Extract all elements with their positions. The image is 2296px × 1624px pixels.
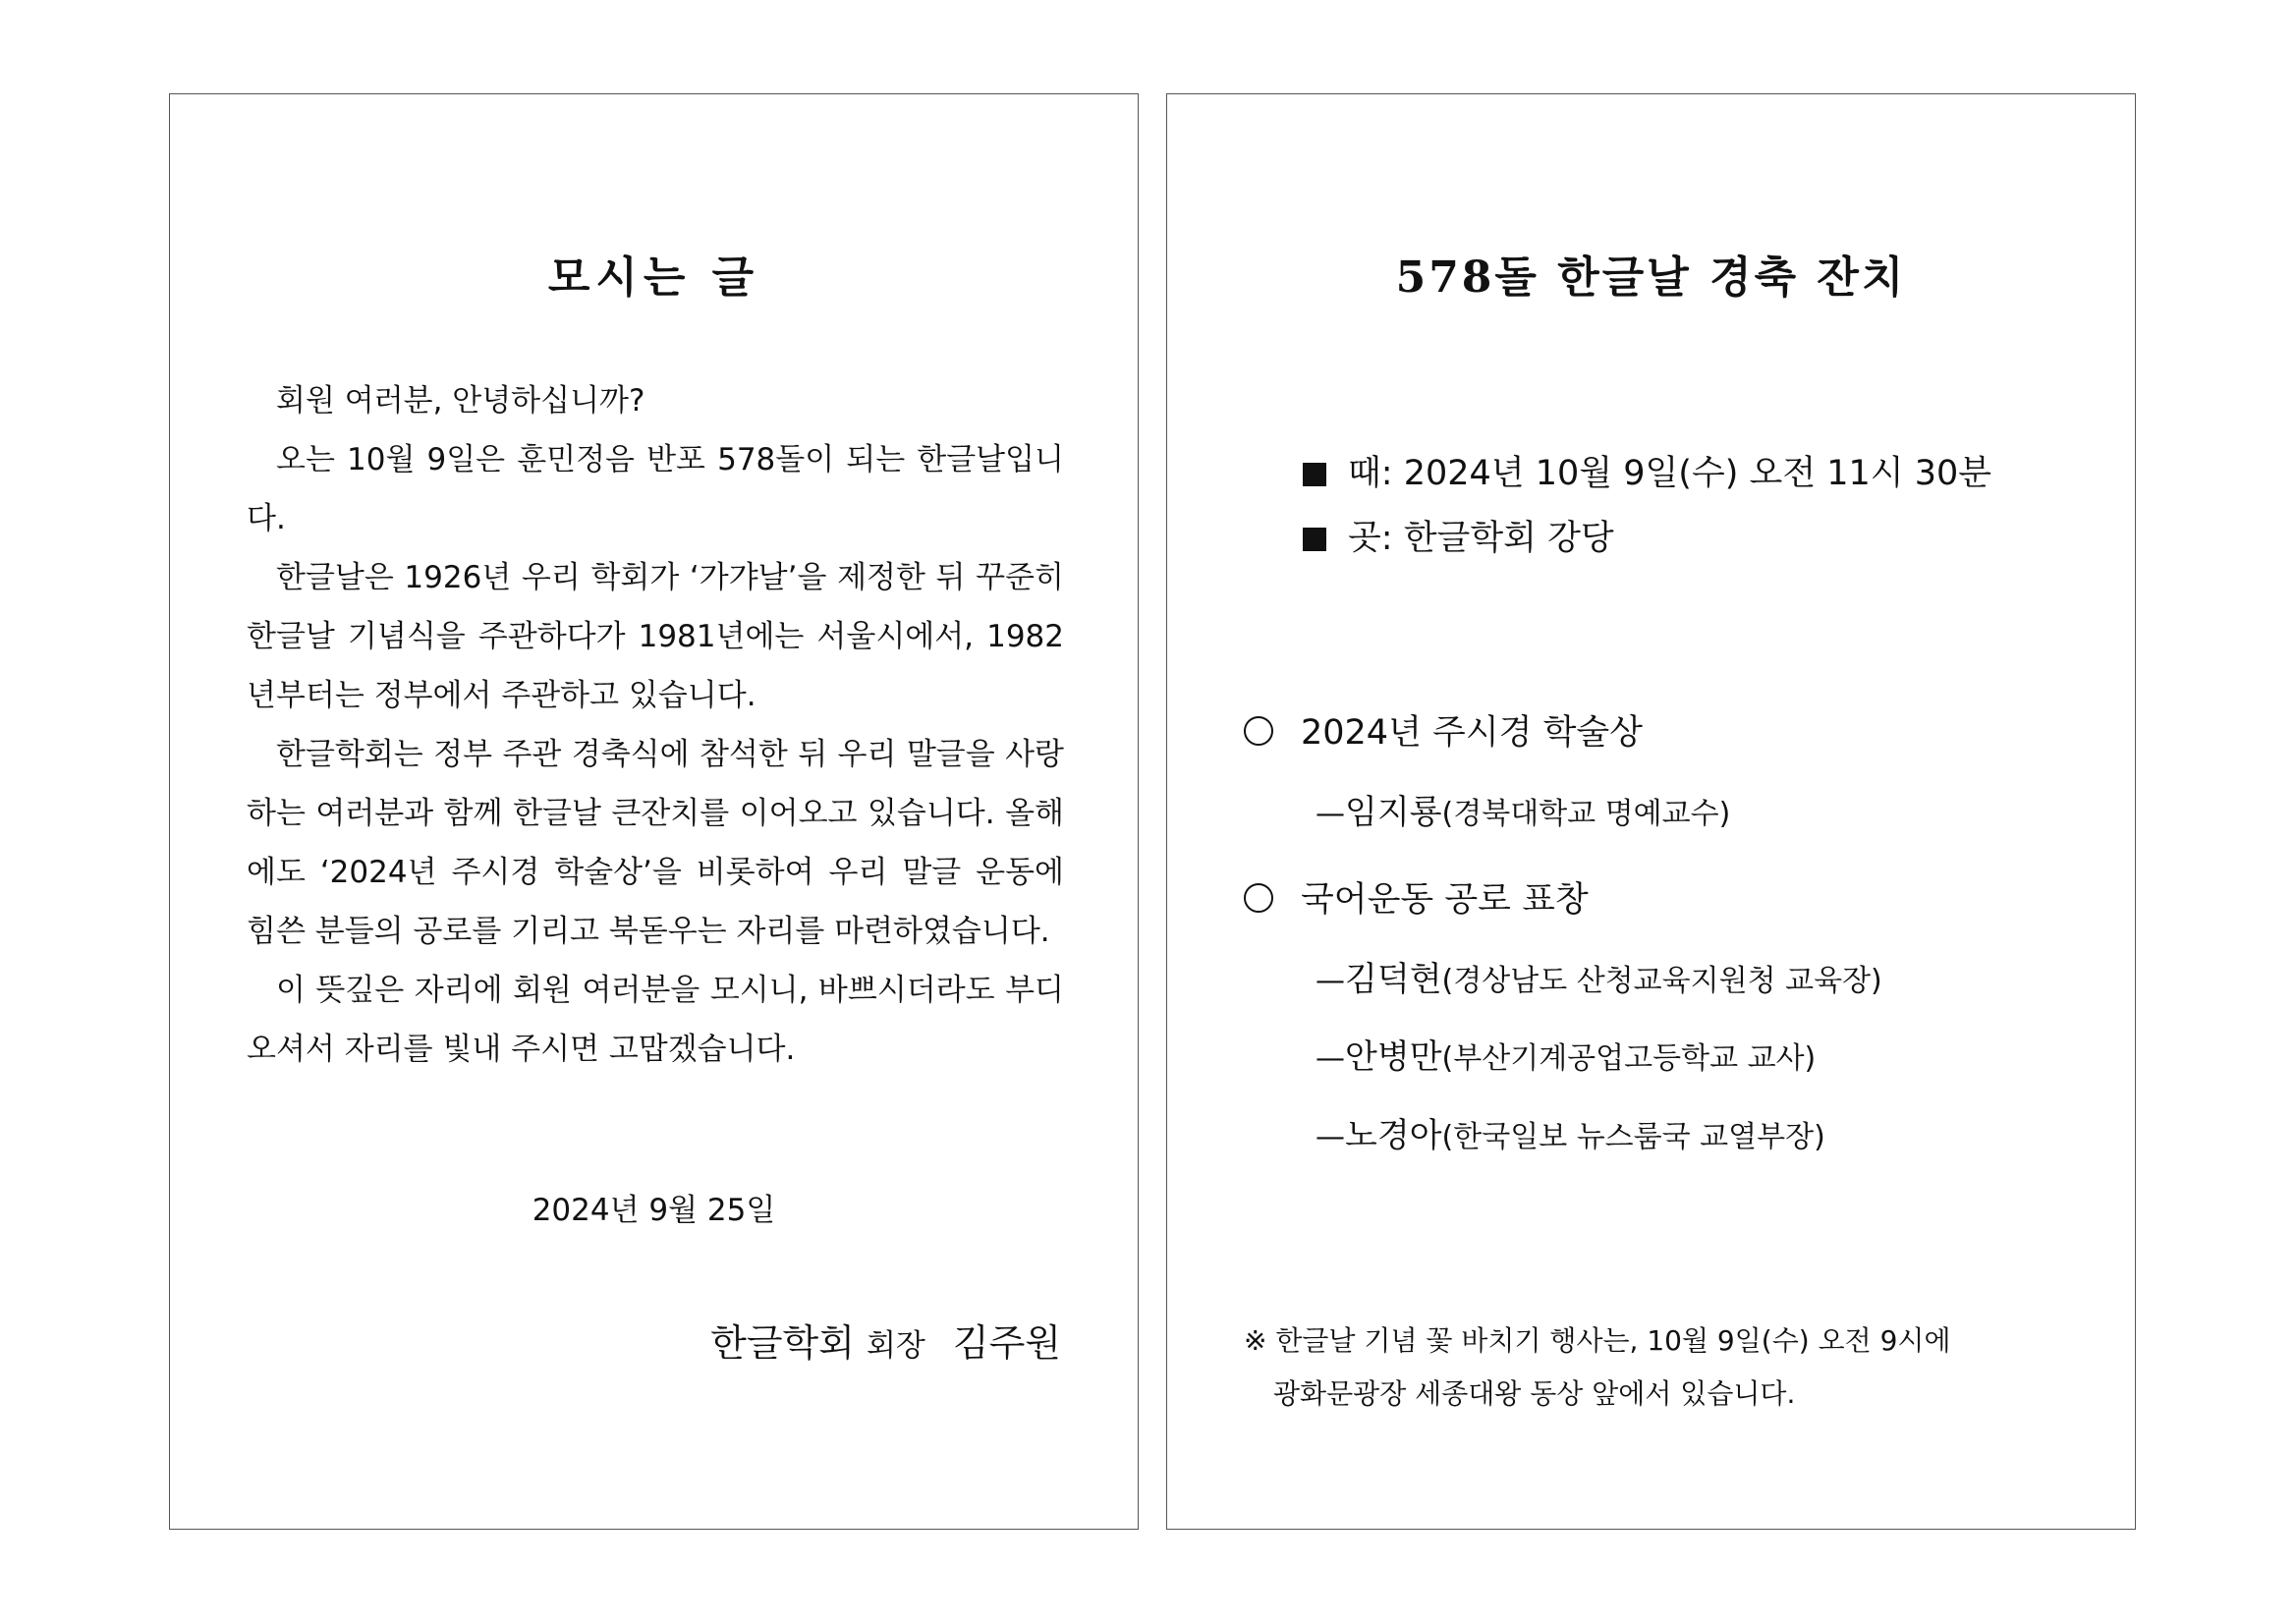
signature-role: 회장 bbox=[866, 1328, 925, 1364]
recipient-affiliation: (한국일보 뉴스룸국 교열부장) bbox=[1441, 1120, 1825, 1154]
signature-name: 김주원 bbox=[952, 1321, 1061, 1365]
event-place bbox=[1303, 511, 1614, 560]
event-program-panel bbox=[1166, 93, 2136, 1530]
circle-bullet-icon bbox=[1244, 883, 1273, 913]
event-note bbox=[1244, 1315, 2079, 1421]
dash-mark: — bbox=[1316, 1041, 1345, 1076]
dash-mark: — bbox=[1316, 964, 1345, 998]
recipient-affiliation: (경북대학교 명예교수) bbox=[1441, 797, 1731, 831]
letter-body bbox=[247, 371, 1064, 1079]
letter-paragraph: 한글날은 1926년 우리 학회가 ‘가갸날’을 제정한 뒤 꾸준히 한글날 기념식을 주관하다가 1981년에는 서울시에서, 1982년부터는 정부에서 주관하고 있습니다. bbox=[247, 560, 1064, 713]
award-recipient bbox=[1316, 1108, 1825, 1156]
event-time-text: 때: 2024년 10월 9일(수) 오전 11시 30분 bbox=[1348, 454, 1992, 493]
square-bullet-icon bbox=[1303, 528, 1326, 551]
award-recipient bbox=[1316, 1030, 1816, 1078]
recipient-affiliation: (부산기계공업고등학교 교사) bbox=[1441, 1041, 1817, 1076]
recipient-name: 임지룡 bbox=[1345, 793, 1442, 832]
dash-mark: — bbox=[1316, 1120, 1345, 1154]
recipient-name: 김덕현 bbox=[1345, 960, 1442, 999]
note-text-1: 한글날 기념 꽃 바치기 행사는, 10월 9일(수) 오전 9시에 bbox=[1275, 1324, 1951, 1357]
recipient-affiliation: (경상남도 산청교육지원청 교육장) bbox=[1441, 964, 1882, 998]
note-line bbox=[1244, 1315, 2079, 1368]
invitation-letter-panel bbox=[169, 93, 1139, 1530]
letter-paragraph: 이 뜻깊은 자리에 회원 여러분을 모시니, 바쁘시더라도 부디 오셔서 자리를 빛내 주시면 고맙겠습니다. bbox=[247, 973, 1064, 1067]
dash-mark: — bbox=[1316, 797, 1345, 831]
signature-org: 한글학회 bbox=[710, 1321, 855, 1365]
award-heading bbox=[1244, 872, 1589, 922]
award-recipient bbox=[1316, 785, 1730, 833]
letter-paragraph: 회원 여러분, 안녕하십니까? bbox=[276, 383, 645, 419]
letter-paragraph: 오는 10월 9일은 훈민정음 반포 578돌이 되는 한글날입니다. bbox=[247, 442, 1064, 536]
award-title: 국어운동 공로 표창 bbox=[1301, 880, 1589, 920]
letter-date: 2024년 9월 25일 bbox=[532, 1193, 776, 1228]
event-time bbox=[1303, 446, 1991, 495]
recipient-name: 노경아 bbox=[1345, 1116, 1442, 1155]
square-bullet-icon bbox=[1303, 463, 1326, 486]
award-heading bbox=[1244, 705, 1643, 755]
letter-signature bbox=[710, 1313, 1061, 1367]
event-title: 578돌 한글날 경축 잔치 bbox=[1395, 252, 1907, 303]
letter-title: 모시는 글 bbox=[547, 252, 760, 303]
recipient-name: 안병만 bbox=[1345, 1037, 1442, 1077]
award-title: 2024년 주시경 학술상 bbox=[1301, 713, 1643, 753]
award-recipient bbox=[1316, 952, 1882, 1000]
reference-mark-icon: ※ bbox=[1244, 1324, 1267, 1357]
letter-paragraph: 한글학회는 정부 주관 경축식에 참석한 뒤 우리 말글을 사랑하는 여러분과 함께 한글날 큰잔치를 이어오고 있습니다. 올해에도 ‘2024년 주시경 학술상’을 비롯하여 우리 말글 운동에 힘쓴 분들의 공로를 기리고 북돋우는 자리를 마련하였습니다. bbox=[247, 737, 1064, 949]
event-place-text: 곳: 한글학회 강당 bbox=[1348, 519, 1614, 558]
circle-bullet-icon bbox=[1244, 716, 1273, 746]
note-line: 광화문광장 세종대왕 동상 앞에서 있습니다. bbox=[1273, 1377, 1796, 1410]
